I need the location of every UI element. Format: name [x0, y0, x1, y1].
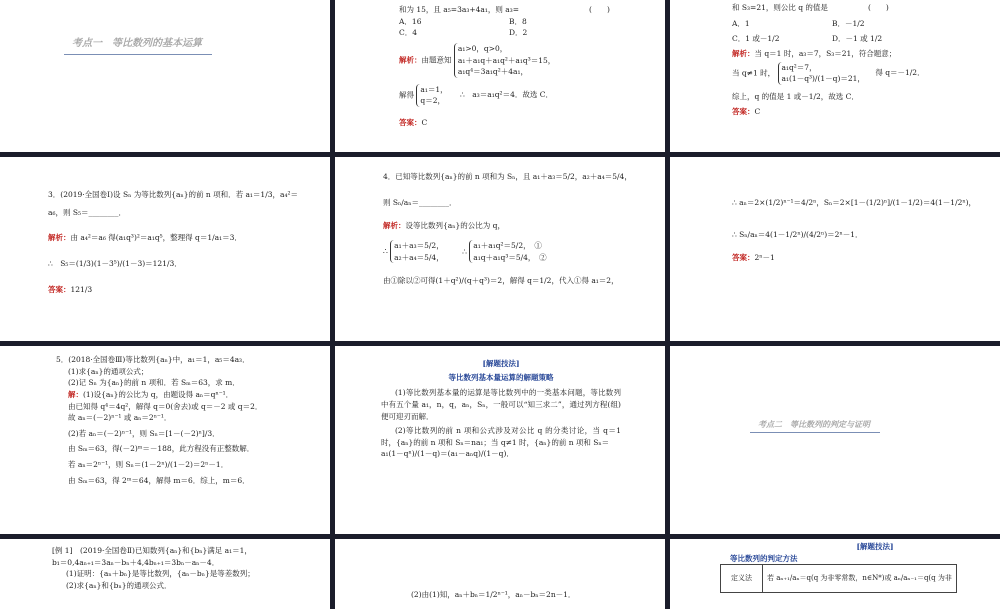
analysis-label: 解析：	[399, 55, 422, 65]
equation-line: a₁q⁴＝3a₁q²＋4a₁，	[457, 67, 528, 77]
slide-topic-1	[0, 0, 330, 152]
option-a: A．1	[732, 18, 750, 28]
equation-line: a₁＋a₃＝5/2，	[394, 240, 444, 250]
solution-line: 故 aₙ＝(－2)ⁿ⁻¹ 或 aₙ＝2ⁿ⁻¹．	[68, 413, 172, 423]
option-a: A．16	[399, 16, 422, 26]
equation-system	[390, 240, 444, 263]
slide-problem-2-cont	[335, 0, 665, 152]
equation-line: a₁＋a₁q²＝5/2， ①	[473, 240, 542, 250]
answer-label: 答案：	[732, 253, 755, 263]
question-line: (1)求{aₙ}的通项公式；	[68, 366, 149, 376]
technique-paragraph: (2)等比数列的前 n 项和公式涉及对公比 q 的分类讨论，当 q＝1 时，{aₙ}的前 n 项和 Sₙ＝na₁；当 q≠1 时，{aₙ}的前 n 项和 Sₙ＝	[381, 426, 621, 447]
solution-line: (2)由(1)知，aₙ＋bₙ＝1/2ⁿ⁻¹，aₙ－bₙ＝2n－1．	[411, 590, 576, 599]
solution-system	[416, 84, 447, 107]
equation-line: a₁>0，q>0，	[457, 43, 508, 53]
analysis-label: 解析：	[732, 48, 755, 58]
option-b: B．8	[509, 16, 527, 26]
solution-line: 若 aₙ＝2ⁿ⁻¹，则 Sₙ＝(1－2ⁿ)/(1－2)＝2ⁿ－1．	[68, 460, 229, 469]
question-line: 和为 15，且 a₅=3a₃+4a₁，则 a₃=	[399, 5, 520, 14]
topic-title: 考点一 等比数列的基本运算	[64, 36, 212, 55]
solution-line: 由已知得 q⁴＝4q²，解得 q＝0(舍去)或 q＝－2 或 q＝2．	[68, 401, 263, 411]
slide-technique	[335, 346, 665, 534]
conclusion: 综上，q 的值是 1 或－1/2，故选 C．	[732, 91, 859, 101]
option-c: C．4	[399, 28, 418, 38]
table-cell-label: 定义法	[721, 565, 763, 593]
analysis-line: ∴ Sₙ/aₙ＝4(1－1/2ⁿ)/(4/2ⁿ)＝2ⁿ－1．	[732, 229, 863, 239]
answer-blank: ( )	[867, 3, 889, 12]
analysis-line: 当 q≠1 时，	[732, 68, 776, 78]
question-line: a₆，则 S₅＝________．	[48, 207, 127, 217]
solution-label: 解：	[68, 389, 83, 399]
conclusion: ∴ a₃＝a₁q²＝4．故选 C．	[460, 90, 553, 100]
question-line: (2)记 Sₙ 为{aₙ}的前 n 项和．若 Sₘ＝63，求 m．	[68, 378, 240, 388]
question-line: 则 Sₙ/aₙ＝________．	[383, 197, 457, 207]
topic-title: 考点二 等比数列的判定与证明	[750, 418, 880, 433]
analysis-text: 由题意知	[421, 55, 452, 65]
analysis-line: ∴ S₅＝(1/3)(1－3⁵)/(1－3)＝121/3．	[48, 258, 182, 268]
slide-example-1-solution	[335, 539, 665, 609]
answer-label: 答案：	[399, 118, 422, 127]
slide-problem-4: 4．已知等比数列{aₙ}的前 n 项和为 Sₙ，且 a₁＋a₃＝5/2，a₂＋a₄＝5/4， 则 Sₙ/aₙ＝________． 解析：设等比数列{aₙ}的公比为 q， ∴ a₁＋a₃＝5/2， a₂＋a₄＝5/4， ∴ a₁＋a₁q²＝5/2， ① a₁q＋a₁q³＝5/4， ② 由①除以②可得(1＋q²)/(q＋q³)＝2，解得 q＝1/2，代入①得 a₁＝2，	[335, 157, 665, 341]
equation-line: a₁q²＝7，	[781, 62, 817, 72]
solution-line: 由 Sₘ＝63，得 2ᵐ＝64，解得 m＝6．综上，m＝6．	[68, 475, 250, 485]
equation-system	[454, 43, 555, 78]
example-line: b₁＝0,4aₙ₊₁＝3aₙ－bₙ＋4,4bₙ₊₁＝3bₙ－aₙ－4．	[52, 557, 220, 567]
technique-paragraph: (1)等比数列基本量的运算是等比数列中的一类基本问题，等比数列中有五个量 a₁，n，q，aₙ，Sₙ，一般可以“知三求二”，通过列方程(组)便可迎刃而解．	[381, 388, 621, 421]
answer-value: C	[421, 118, 428, 127]
example-line: (1)证明：{aₙ＋bₙ}是等比数列，{aₙ－bₙ}是等差数列；	[66, 569, 255, 579]
analysis-line: 设等比数列{aₙ}的公比为 q，	[405, 221, 505, 231]
technique-title: 等比数列基本量运算的解题策略	[448, 372, 554, 382]
analysis-line: 由①除以②可得(1＋q²)/(q＋q³)＝2，解得 q＝1/2，代入①得 a₁＝2，	[383, 276, 619, 286]
answer-label: 答案：	[48, 284, 71, 294]
question-line: 3．(2019·全国卷Ⅰ)设 Sₙ 为等比数列{aₙ}的前 n 项和．若 a₁＝1/3，a₄²＝	[48, 190, 298, 199]
answer-value: 2ⁿ－1	[754, 253, 775, 263]
example-line: (2)求{aₙ}和{bₙ}的通项公式．	[66, 580, 172, 590]
answer-value: C	[754, 107, 761, 117]
slide-problem-5	[0, 346, 330, 534]
analysis-line: 由 a₄²＝a₆ 得(a₁q³)²＝a₁q⁵，整理得 q＝1/a₁＝3．	[70, 233, 242, 243]
slide-topic-2	[670, 346, 1000, 534]
solve-text: 解得	[399, 90, 414, 100]
method-table	[720, 564, 957, 593]
equation-line: a₁q＋a₁q³＝5/4， ②	[473, 252, 547, 262]
question-line: 5．(2018·全国卷Ⅲ)等比数列{aₙ}中，a₁＝1，a₅＝4a₃．	[56, 355, 250, 364]
option-c: C．1 或－1/2	[732, 34, 780, 44]
analysis-label: 解析：	[48, 233, 71, 243]
technique-header: [解题技法]	[482, 359, 520, 368]
question-line: 和 S₃=21，则公比 q 的值是	[732, 3, 828, 12]
slide-problem-ratio	[670, 0, 1000, 152]
option-d: D．－1 或 1/2	[832, 34, 883, 44]
analysis-label: 解析：	[383, 221, 406, 231]
answer-value: 121/3	[70, 284, 93, 294]
table-cell-text: 若 aₙ₊₁/aₙ＝q(q 为非零常数，n∈N*)或 aₙ/aₙ₋₁＝q(q 为非	[763, 565, 957, 593]
equation-line: a₂＋a₄＝5/4，	[394, 252, 444, 262]
analysis-line: 得 q＝－1/2．	[875, 68, 925, 78]
technique-formula: a₁(1－qⁿ)/(1－q)＝(a₁－aₙq)/(1－q)．	[381, 449, 514, 459]
equation-system	[778, 62, 865, 85]
technique-header: [解题技法]	[856, 542, 894, 551]
solution-line: 由 Sₘ＝63，得(－2)ᵐ＝－188，此方程没有正整数解．	[68, 444, 255, 454]
option-d: D．2	[509, 28, 528, 38]
question-line: 4．已知等比数列{aₙ}的前 n 项和为 Sₙ，且 a₁＋a₃＝5/2，a₂＋a₄＝5/4，	[383, 172, 632, 181]
answer-blank: ( )	[589, 5, 610, 14]
answer-label: 答案：	[732, 107, 755, 117]
equation-line: a₁(1－q³)/(1－q)＝21，	[781, 74, 865, 84]
slide-problem-4-cont	[670, 157, 1000, 341]
example-line: [例 1] (2019·全国卷Ⅱ)已知数列{aₙ}和{bₙ}满足 a₁＝1，	[52, 546, 252, 555]
equation-system	[469, 240, 546, 263]
equation-line: a₁＋a₁q＋a₁q²＋a₁q³＝15，	[457, 55, 556, 65]
analysis-line: 当 q＝1 时，a₃＝7，S₃＝21，符合题意；	[754, 48, 897, 58]
slide-problem-3	[0, 157, 330, 341]
technique-title: 等比数列的判定方法	[730, 553, 798, 563]
equation-line: a₁＝1，	[420, 84, 448, 94]
table-row	[721, 565, 957, 593]
equation-line: q＝2，	[420, 96, 445, 106]
option-b: B．－1/2	[832, 18, 865, 28]
slide-example-1	[0, 539, 330, 609]
slide-technique-2	[670, 539, 1000, 609]
analysis-line: ∴ aₙ＝2×(1/2)ⁿ⁻¹＝4/2ⁿ，Sₙ＝2×[1－(1/2)ⁿ]/(1－1/2)＝4(1－1/2ⁿ)，	[732, 198, 977, 207]
solution-line: (2)若 aₙ＝(－2)ⁿ⁻¹，则 Sₙ＝[1－(－2)ⁿ]/3．	[68, 428, 220, 438]
solution-line: (1)设{aₙ}的公比为 q，由题设得 aₙ＝qⁿ⁻¹．	[83, 389, 234, 399]
